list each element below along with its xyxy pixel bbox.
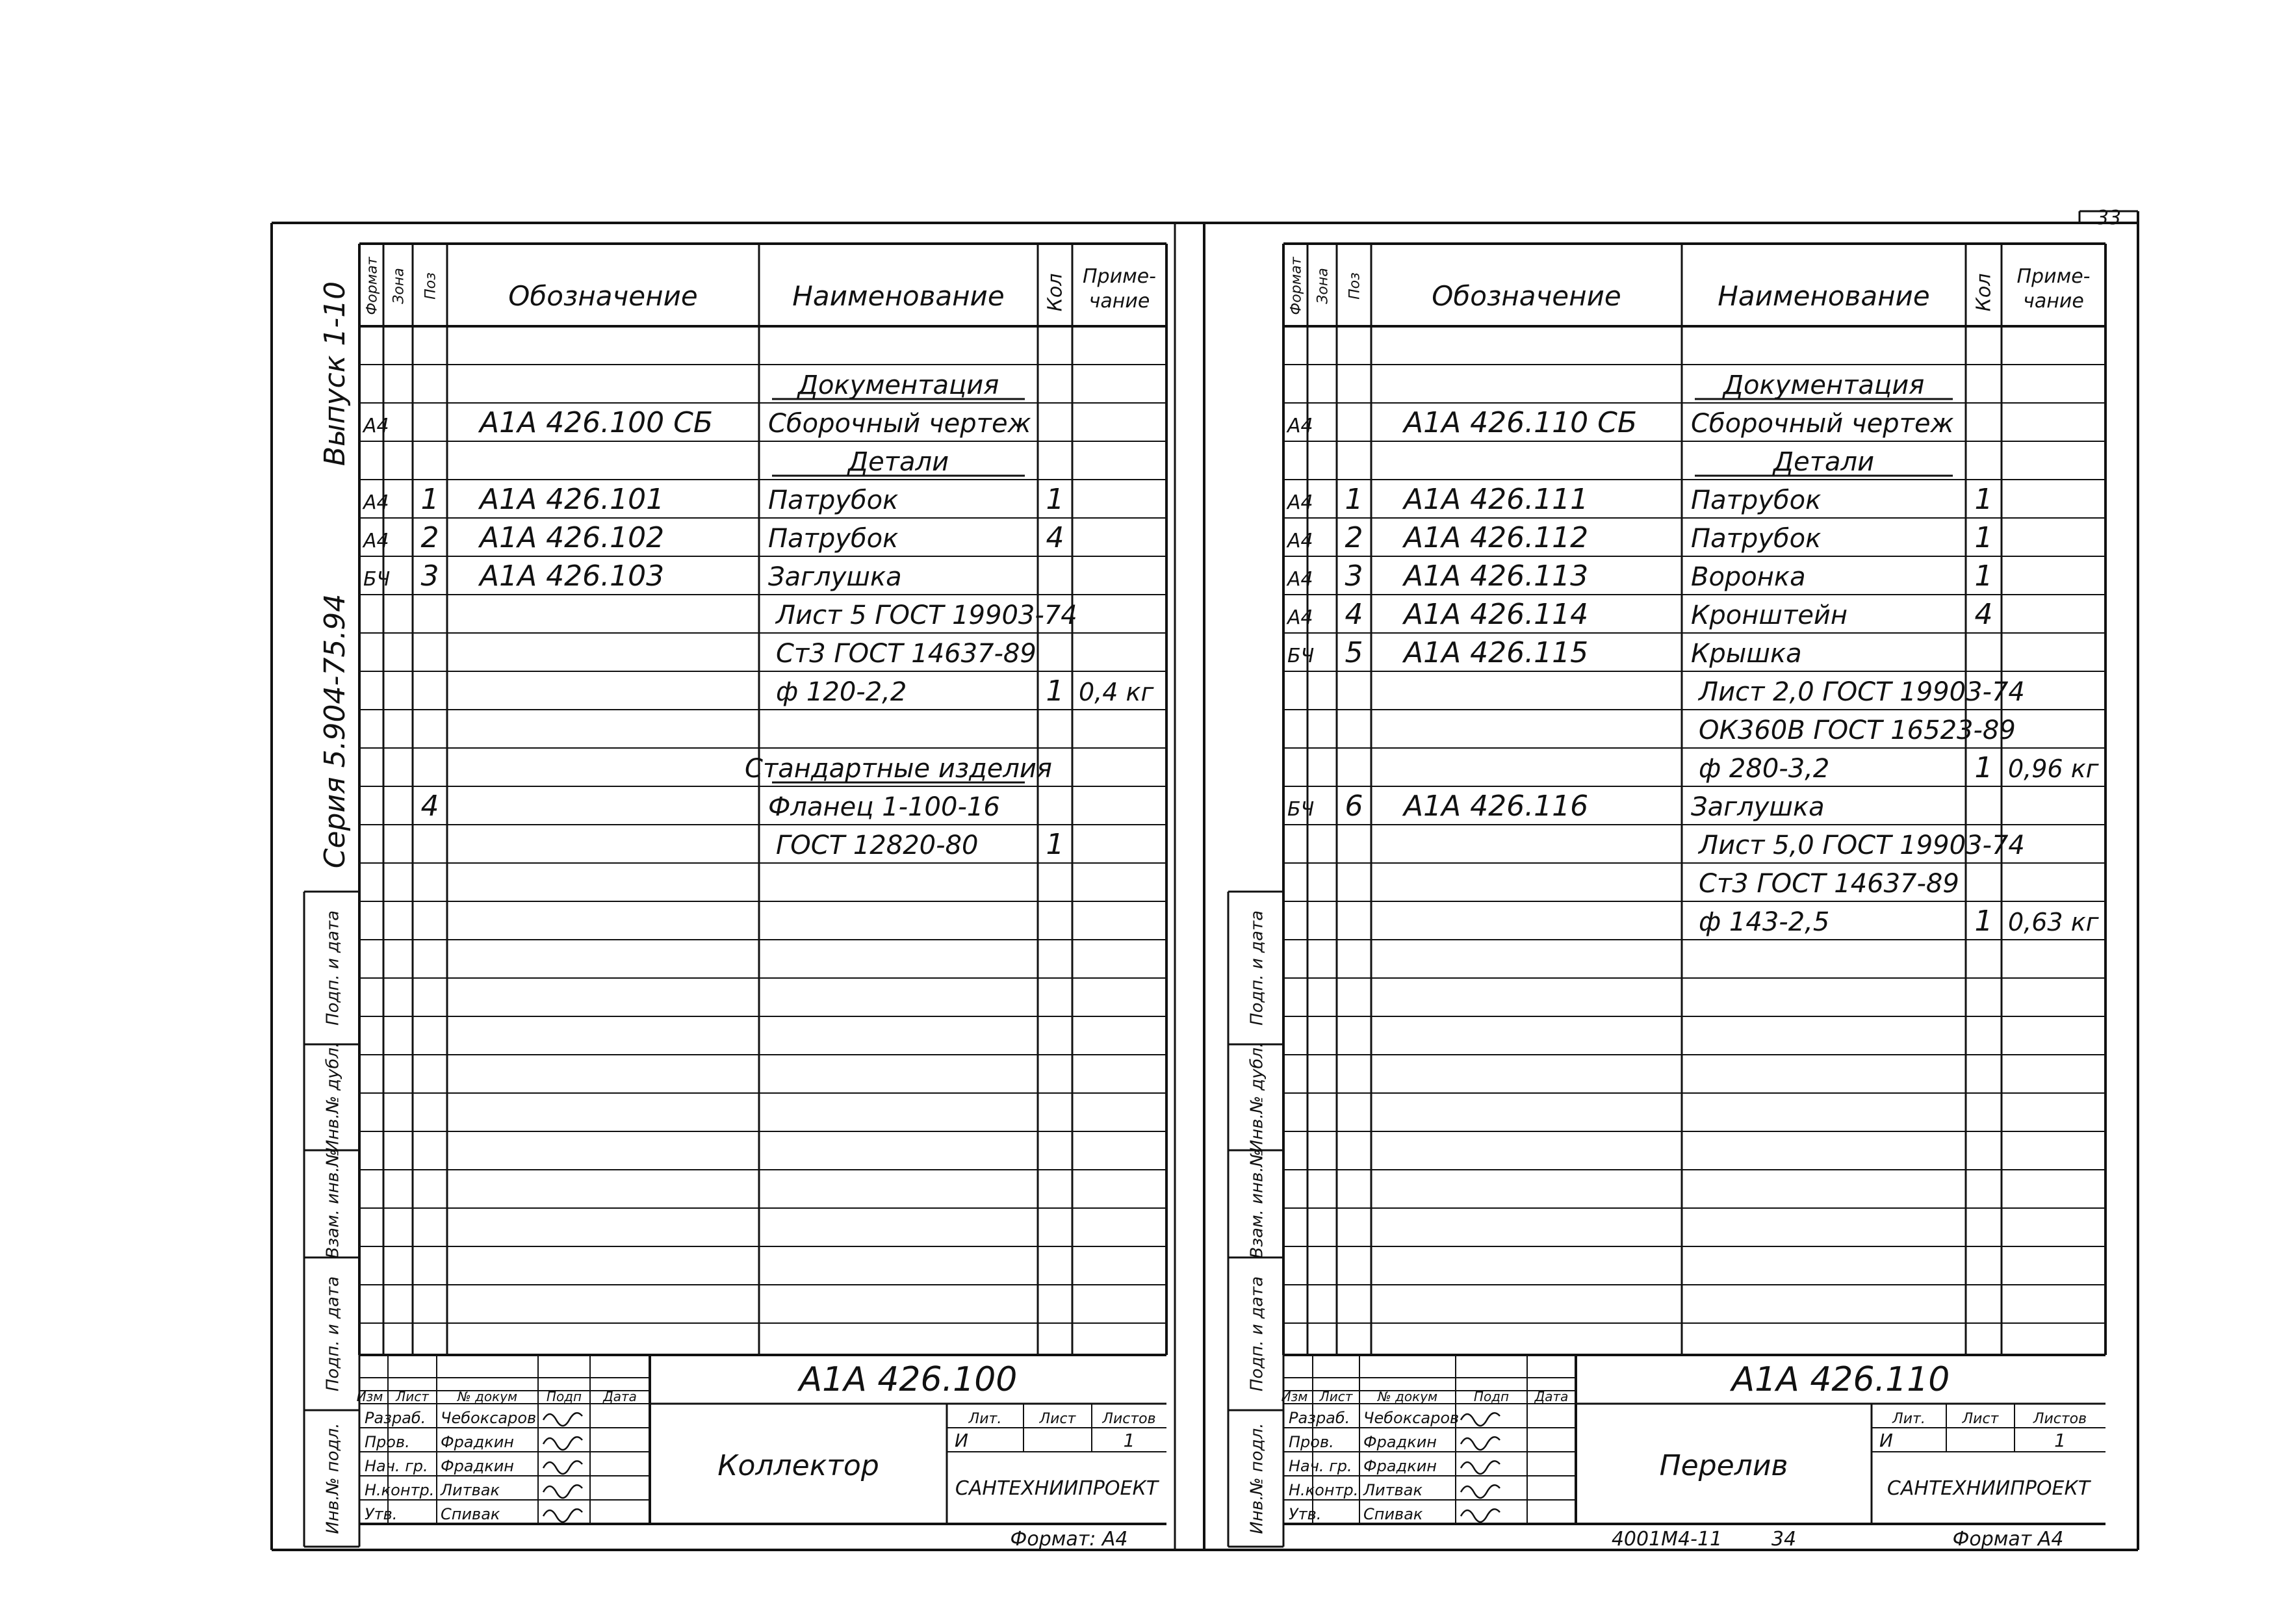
- stamp-sheet-header: Лист: [1039, 1411, 1076, 1427]
- spec-rows-left: [359, 365, 1166, 1323]
- signature: [1461, 1437, 1500, 1450]
- quantity-cell: 4: [1974, 598, 1993, 631]
- name-cell: ГОСТ 12820-80: [776, 831, 979, 860]
- format-cell: А4: [363, 530, 389, 552]
- format-cell: БЧ: [1287, 798, 1315, 821]
- title-block-left: [357, 1355, 1166, 1551]
- stamp-header-sign: Подп: [1473, 1389, 1510, 1404]
- designation-cell: А1А 426.100 СБ: [480, 406, 714, 439]
- name-cell: Ст3 ГОСТ 14637-89: [1699, 869, 1959, 899]
- signature: [1461, 1413, 1500, 1426]
- stamp-person: Литвак: [441, 1481, 500, 1499]
- side-label: Инв.№ подл.: [323, 1423, 343, 1534]
- stamp-person: Спивак: [441, 1505, 500, 1523]
- stamp-lit-header: Лит.: [1892, 1411, 1925, 1427]
- stamp-title: Коллектор: [717, 1449, 879, 1482]
- header-designation: Обозначение: [1432, 280, 1621, 312]
- table-row: [776, 828, 1064, 861]
- side-label: Взам. инв.№: [323, 1149, 343, 1259]
- header-name: Наименование: [792, 280, 1005, 312]
- side-label: Инв.№ дубл.: [1247, 1042, 1267, 1153]
- name-cell: Заглушка: [768, 562, 902, 592]
- stamp-person: Чебоксаров: [441, 1409, 537, 1427]
- stamp-header-date: Дата: [603, 1389, 637, 1404]
- stamp-sheets-header: Листов: [1102, 1411, 1156, 1427]
- stamp-person: Фрадкин: [1363, 1457, 1437, 1475]
- header-name: Наименование: [1718, 280, 1930, 312]
- quantity-cell: 1: [1974, 560, 1993, 593]
- side-label: Подп. и дата: [1247, 1276, 1267, 1392]
- stamp-role: Пров.: [1289, 1433, 1334, 1451]
- name-cell: Заглушка: [1691, 792, 1825, 822]
- stamp-sheets-value: 1: [2054, 1430, 2066, 1451]
- stamp-role: Утв.: [1289, 1505, 1322, 1523]
- name-cell: Документация: [797, 370, 999, 400]
- stamp-role: Утв.: [365, 1505, 398, 1523]
- table-row: [1286, 598, 1993, 631]
- table-row: [1697, 831, 2025, 860]
- name-cell: ф 143-2,5: [1699, 907, 1830, 937]
- stamp-organization: САНТЕХНИИПРОЕКТ: [1886, 1477, 2091, 1500]
- table-row: [1699, 751, 2100, 784]
- position-cell: 5: [1345, 636, 1363, 669]
- signature: [543, 1509, 582, 1522]
- stamp-header-izm: Изм: [356, 1389, 383, 1404]
- quantity-cell: 1: [1046, 828, 1064, 861]
- quantity-cell: 1: [1974, 483, 1993, 516]
- side-labels-right: [1228, 892, 1283, 1547]
- name-cell: Фланец 1-100-16: [768, 792, 1000, 822]
- header-designation: Обозначение: [508, 280, 698, 312]
- stamp-sheets-value: 1: [1123, 1430, 1135, 1451]
- name-cell: ОК360В ГОСТ 16523-89: [1699, 715, 2016, 745]
- table-row: [1699, 869, 1959, 899]
- stamp-header-izm: Изм: [1281, 1389, 1308, 1404]
- table-row: [1699, 715, 2016, 745]
- table-row: [1287, 790, 1825, 823]
- table-row: [772, 447, 1025, 477]
- designation-cell: А1А 426.101: [480, 483, 665, 516]
- name-cell: Крышка: [1691, 639, 1802, 669]
- signature: [543, 1485, 582, 1498]
- table-row: [1286, 483, 1993, 516]
- position-cell: 6: [1345, 790, 1363, 823]
- position-cell: 1: [1345, 483, 1363, 516]
- stamp-lit-header: Лит.: [968, 1411, 1002, 1427]
- stamp-person: Фрадкин: [1363, 1433, 1437, 1451]
- format-cell: А4: [363, 415, 389, 437]
- stamp-designation: А1А 426.100: [799, 1360, 1018, 1399]
- stamp-person: Фрадкин: [441, 1457, 514, 1475]
- format-cell: А4: [1287, 491, 1313, 514]
- stamp-header-list: Лист: [1319, 1389, 1353, 1404]
- side-labels-left: [304, 892, 359, 1547]
- name-cell: Лист 5,0 ГОСТ 19903-74: [1699, 831, 2025, 860]
- name-cell: Патрубок: [768, 524, 899, 554]
- name-cell: ф 120-2,2: [776, 677, 907, 707]
- name-cell: Детали: [1773, 447, 1875, 477]
- designation-cell: А1А 426.112: [1404, 521, 1589, 554]
- designation-cell: А1А 426.111: [1404, 483, 1589, 516]
- stamp-person: Чебоксаров: [1363, 1409, 1460, 1427]
- stamp-lit-value: И: [955, 1430, 968, 1451]
- stamp-title: Перелив: [1659, 1449, 1788, 1482]
- table-row: [1695, 447, 1953, 477]
- side-label: Инв.№ дубл.: [323, 1042, 343, 1153]
- name-cell: Кронштейн: [1691, 600, 1848, 630]
- format-cell: А4: [1287, 606, 1313, 629]
- designation-cell: А1А 426.116: [1404, 790, 1589, 823]
- table-row: [1286, 521, 1993, 554]
- name-cell: Детали: [847, 447, 949, 477]
- table-row: [1287, 636, 1802, 669]
- stamp-designation: А1А 426.110: [1731, 1360, 1950, 1399]
- table-row: [1695, 370, 1953, 400]
- name-cell: Воронка: [1691, 562, 1806, 592]
- footer-copy: 34: [1771, 1528, 1797, 1551]
- stamp-role: Пров.: [365, 1433, 410, 1451]
- right-specification-sheet: [1281, 244, 2105, 1551]
- issue-label: Выпуск 1-10: [318, 281, 352, 467]
- designation-cell: А1А 426.102: [480, 521, 665, 554]
- note-cell: 0,4 кг: [1079, 678, 1154, 706]
- footer-format: Формат: А4: [1010, 1528, 1128, 1551]
- signature: [543, 1461, 582, 1474]
- stamp-role: Нач. гр.: [1289, 1457, 1352, 1475]
- name-cell: ф 280-3,2: [1699, 754, 1830, 784]
- quantity-cell: 1: [1046, 675, 1064, 708]
- name-cell: Стандартные изделия: [745, 754, 1052, 784]
- stamp-role: Разраб.: [1289, 1409, 1350, 1427]
- stamp-header-date: Дата: [1534, 1389, 1569, 1404]
- stamp-sheets-header: Листов: [2033, 1411, 2087, 1427]
- signature: [543, 1437, 582, 1450]
- table-row: [362, 483, 1064, 516]
- side-label: Инв.№ подл.: [1247, 1423, 1267, 1534]
- stamp-header-list: Лист: [396, 1389, 429, 1404]
- header-zone: Зона: [1315, 268, 1332, 304]
- table-row: [1286, 406, 1954, 439]
- signature: [1461, 1485, 1500, 1498]
- left-specification-sheet: [357, 244, 1166, 1551]
- page-number: 33: [2096, 207, 2122, 229]
- table-row: [776, 639, 1036, 669]
- stamp-organization: САНТЕХНИИПРОЕКТ: [955, 1477, 1159, 1500]
- header-pos: Поз: [422, 272, 439, 300]
- table-row: [775, 600, 1077, 630]
- format-cell: А4: [363, 491, 389, 514]
- stamp-header-doc_no: № докум: [1377, 1389, 1438, 1404]
- table-row: [772, 370, 1025, 400]
- stamp-lit-value: И: [1879, 1430, 1893, 1451]
- name-cell: Документация: [1723, 370, 1925, 400]
- position-cell: 3: [1345, 560, 1363, 593]
- footer-format: Формат А4: [1952, 1528, 2064, 1551]
- header-note: Приме-: [2016, 265, 2091, 288]
- format-cell: БЧ: [1287, 645, 1315, 667]
- position-cell: 2: [420, 521, 439, 554]
- name-cell: Патрубок: [1691, 485, 1822, 515]
- stamp-sheet-header: Лист: [1962, 1411, 1999, 1427]
- position-cell: 2: [1345, 521, 1363, 554]
- stamp-person: Фрадкин: [441, 1433, 514, 1451]
- stamp-header-sign: Подп: [546, 1389, 582, 1404]
- header-pos: Поз: [1346, 272, 1363, 300]
- side-label: Подп. и дата: [323, 1276, 343, 1392]
- signature: [1461, 1509, 1500, 1522]
- footer-code: 4001М4-11: [1611, 1528, 1723, 1551]
- designation-cell: А1А 426.113: [1404, 560, 1589, 593]
- quantity-cell: 1: [1974, 521, 1993, 554]
- name-cell: Патрубок: [1691, 524, 1822, 554]
- title-block-right: [1281, 1355, 2105, 1551]
- format-cell: А4: [1287, 568, 1313, 591]
- table-row: [1699, 905, 2100, 938]
- format-cell: БЧ: [363, 568, 391, 591]
- designation-cell: А1А 426.115: [1404, 636, 1589, 669]
- name-cell: Лист 2,0 ГОСТ 19903-74: [1699, 677, 2025, 707]
- signature: [543, 1413, 582, 1426]
- series-label: Серия 5.904-75.94: [318, 593, 352, 869]
- header-note: Приме-: [1082, 265, 1157, 288]
- table-row: [1286, 560, 1993, 593]
- note-cell: 0,96 кг: [2008, 754, 2099, 783]
- quantity-cell: 1: [1974, 751, 1993, 784]
- signature: [1461, 1461, 1500, 1474]
- header-note: чание: [2023, 290, 2084, 313]
- stamp-role: Разраб.: [365, 1409, 426, 1427]
- note-cell: 0,63 кг: [2008, 908, 2099, 936]
- table-row: [421, 790, 1000, 823]
- stamp-role: Н.контр.: [1289, 1481, 1359, 1499]
- spec-rows-right: [1283, 365, 2105, 1323]
- position-cell: 4: [1345, 598, 1363, 631]
- header-qty: Кол: [1044, 273, 1067, 312]
- table-row: [362, 521, 1064, 554]
- name-cell: Сборочный чертеж: [1691, 409, 1954, 439]
- position-cell: 4: [420, 790, 439, 823]
- table-row: [776, 675, 1154, 708]
- stamp-header-doc_no: № докум: [457, 1389, 518, 1404]
- header-zone: Зона: [391, 268, 407, 304]
- name-cell: Сборочный чертеж: [768, 409, 1031, 439]
- header-qty: Кол: [1972, 273, 1996, 312]
- quantity-cell: 4: [1046, 521, 1064, 554]
- designation-cell: А1А 426.110 СБ: [1404, 406, 1638, 439]
- side-label: Подп. и дата: [323, 910, 343, 1026]
- name-cell: Патрубок: [768, 485, 899, 515]
- header-note: чание: [1088, 290, 1150, 313]
- designation-cell: А1А 426.103: [480, 560, 665, 593]
- stamp-person: Спивак: [1363, 1505, 1423, 1523]
- stamp-role: Нач. гр.: [365, 1457, 428, 1475]
- format-cell: А4: [1287, 415, 1313, 437]
- table-row: [1697, 677, 2025, 707]
- stamp-person: Литвак: [1363, 1481, 1423, 1499]
- header-format: Формат: [364, 257, 381, 315]
- stamp-role: Н.контр.: [365, 1481, 435, 1499]
- header-format: Формат: [1288, 257, 1305, 315]
- position-cell: 1: [420, 483, 439, 516]
- table-row: [363, 560, 902, 593]
- quantity-cell: 1: [1046, 483, 1064, 516]
- position-cell: 3: [420, 560, 439, 593]
- side-label: Подп. и дата: [1247, 910, 1267, 1026]
- name-cell: Лист 5 ГОСТ 19903-74: [776, 600, 1077, 630]
- table-row: [362, 406, 1031, 439]
- name-cell: Ст3 ГОСТ 14637-89: [776, 639, 1036, 669]
- quantity-cell: 1: [1974, 905, 1993, 938]
- side-label: Взам. инв.№: [1247, 1149, 1267, 1259]
- format-cell: А4: [1287, 530, 1313, 552]
- designation-cell: А1А 426.114: [1404, 598, 1589, 631]
- table-row: [745, 754, 1052, 784]
